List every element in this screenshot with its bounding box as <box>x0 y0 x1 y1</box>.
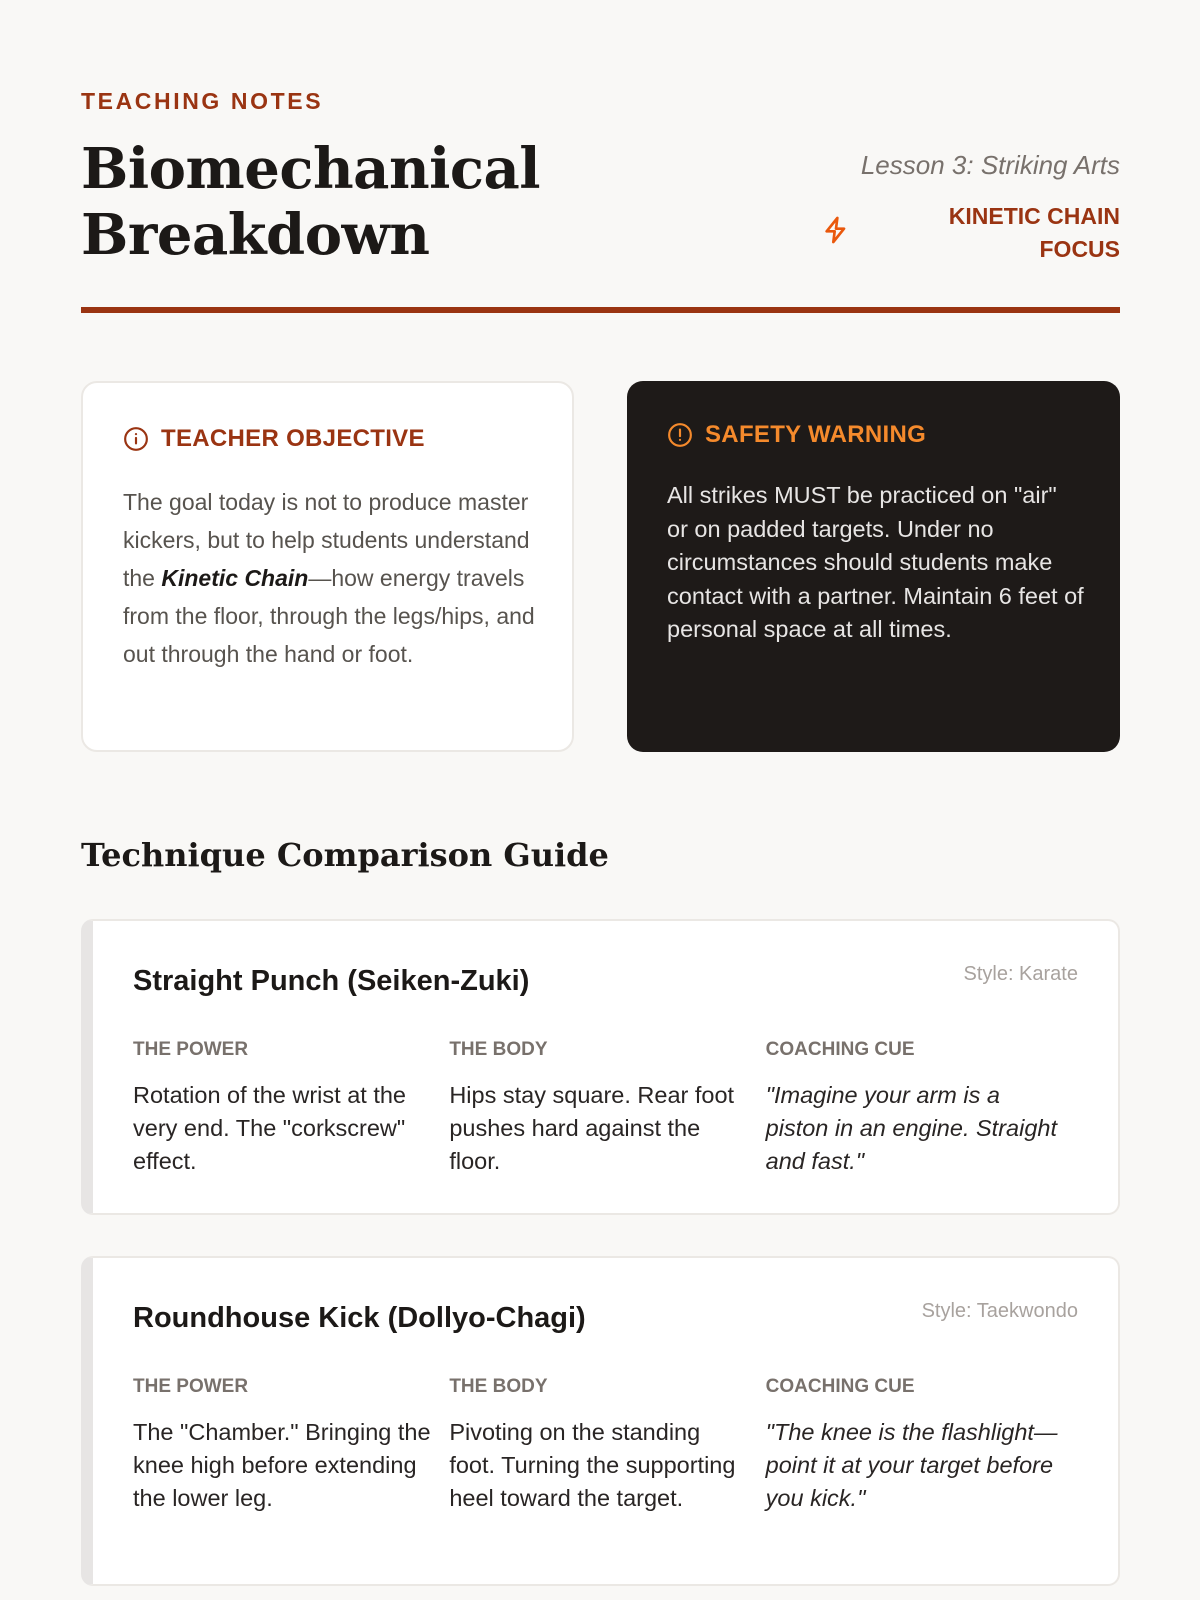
cue-label: COACHING CUE <box>765 1039 915 1060</box>
warning-text: All strikes MUST be practiced on "air" or on padded targets. Under no circumstances should students make contact with a partner. Maintain 6 feet of personal space at all times. <box>667 482 1084 642</box>
power-column <box>133 1039 449 1178</box>
info-circle-icon <box>123 426 149 452</box>
power-label: THE POWER <box>133 1376 249 1397</box>
technique-card <box>81 1256 1120 1586</box>
power-text: Rotation of the wrist at the very end. The "corkscrew" effect. <box>133 1082 407 1174</box>
teacher-objective-card <box>81 381 574 752</box>
technique-card <box>81 919 1120 1215</box>
technique-name: Straight Punch (Seiken-Zuki) <box>133 965 530 997</box>
lesson-label: Lesson 3: Striking Arts <box>860 150 1120 180</box>
title-line-1: Biomechanical <box>81 136 541 202</box>
body-label: THE BODY <box>449 1039 548 1060</box>
objective-label: TEACHER OBJECTIVE <box>161 425 425 452</box>
cue-column <box>766 1376 1082 1515</box>
eyebrow-label: TEACHING NOTES <box>81 88 324 114</box>
warning-label: SAFETY WARNING <box>705 421 927 448</box>
section-title: Technique Comparison Guide <box>81 836 609 874</box>
technique-name: Roundhouse Kick (Dollyo-Chagi) <box>133 1302 586 1334</box>
power-column <box>133 1376 449 1515</box>
alert-circle-icon <box>667 422 693 448</box>
kinetic-chain-emphasis: Kinetic Chain <box>161 565 309 591</box>
cue-label: COACHING CUE <box>765 1376 915 1397</box>
focus-label: KINETIC CHAIN FOCUS <box>948 203 1120 262</box>
objective-header <box>123 425 425 453</box>
cue-column <box>766 1039 1082 1178</box>
body-column <box>449 1039 765 1178</box>
warning-header <box>667 421 926 449</box>
technique-style: Style: Karate <box>963 963 1078 985</box>
body-text: Hips stay square. Rear foot pushes hard against the floor. <box>449 1082 735 1174</box>
cue-text: "Imagine your arm is a piston in an engine. Straight and fast." <box>765 1082 1057 1174</box>
page-title <box>81 136 540 268</box>
body-text: Pivoting on the standing foot. Turning the supporting heel toward the target. <box>449 1419 736 1511</box>
body-column <box>449 1376 765 1515</box>
body-label: THE BODY <box>449 1376 548 1397</box>
lightning-bolt-icon <box>820 214 852 246</box>
title-line-2: Breakdown <box>81 202 430 268</box>
technique-columns <box>133 1376 1082 1515</box>
technique-style: Style: Taekwondo <box>921 1300 1078 1322</box>
header-divider <box>81 307 1120 313</box>
objective-text: The goal today is not to produce master kickers, but to help students understand the Kinetic Chain—how energy travels from the floor, through the legs/hips, and out through the hand or foot. <box>123 489 535 667</box>
power-label: THE POWER <box>133 1039 249 1060</box>
cue-text: "The knee is the flashlight—point it at your target before you kick." <box>765 1419 1058 1511</box>
power-text: The "Chamber." Bringing the knee high before extending the lower leg. <box>133 1419 431 1511</box>
safety-warning-card <box>627 381 1120 752</box>
focus-badge <box>820 200 1120 270</box>
technique-columns <box>133 1039 1082 1178</box>
